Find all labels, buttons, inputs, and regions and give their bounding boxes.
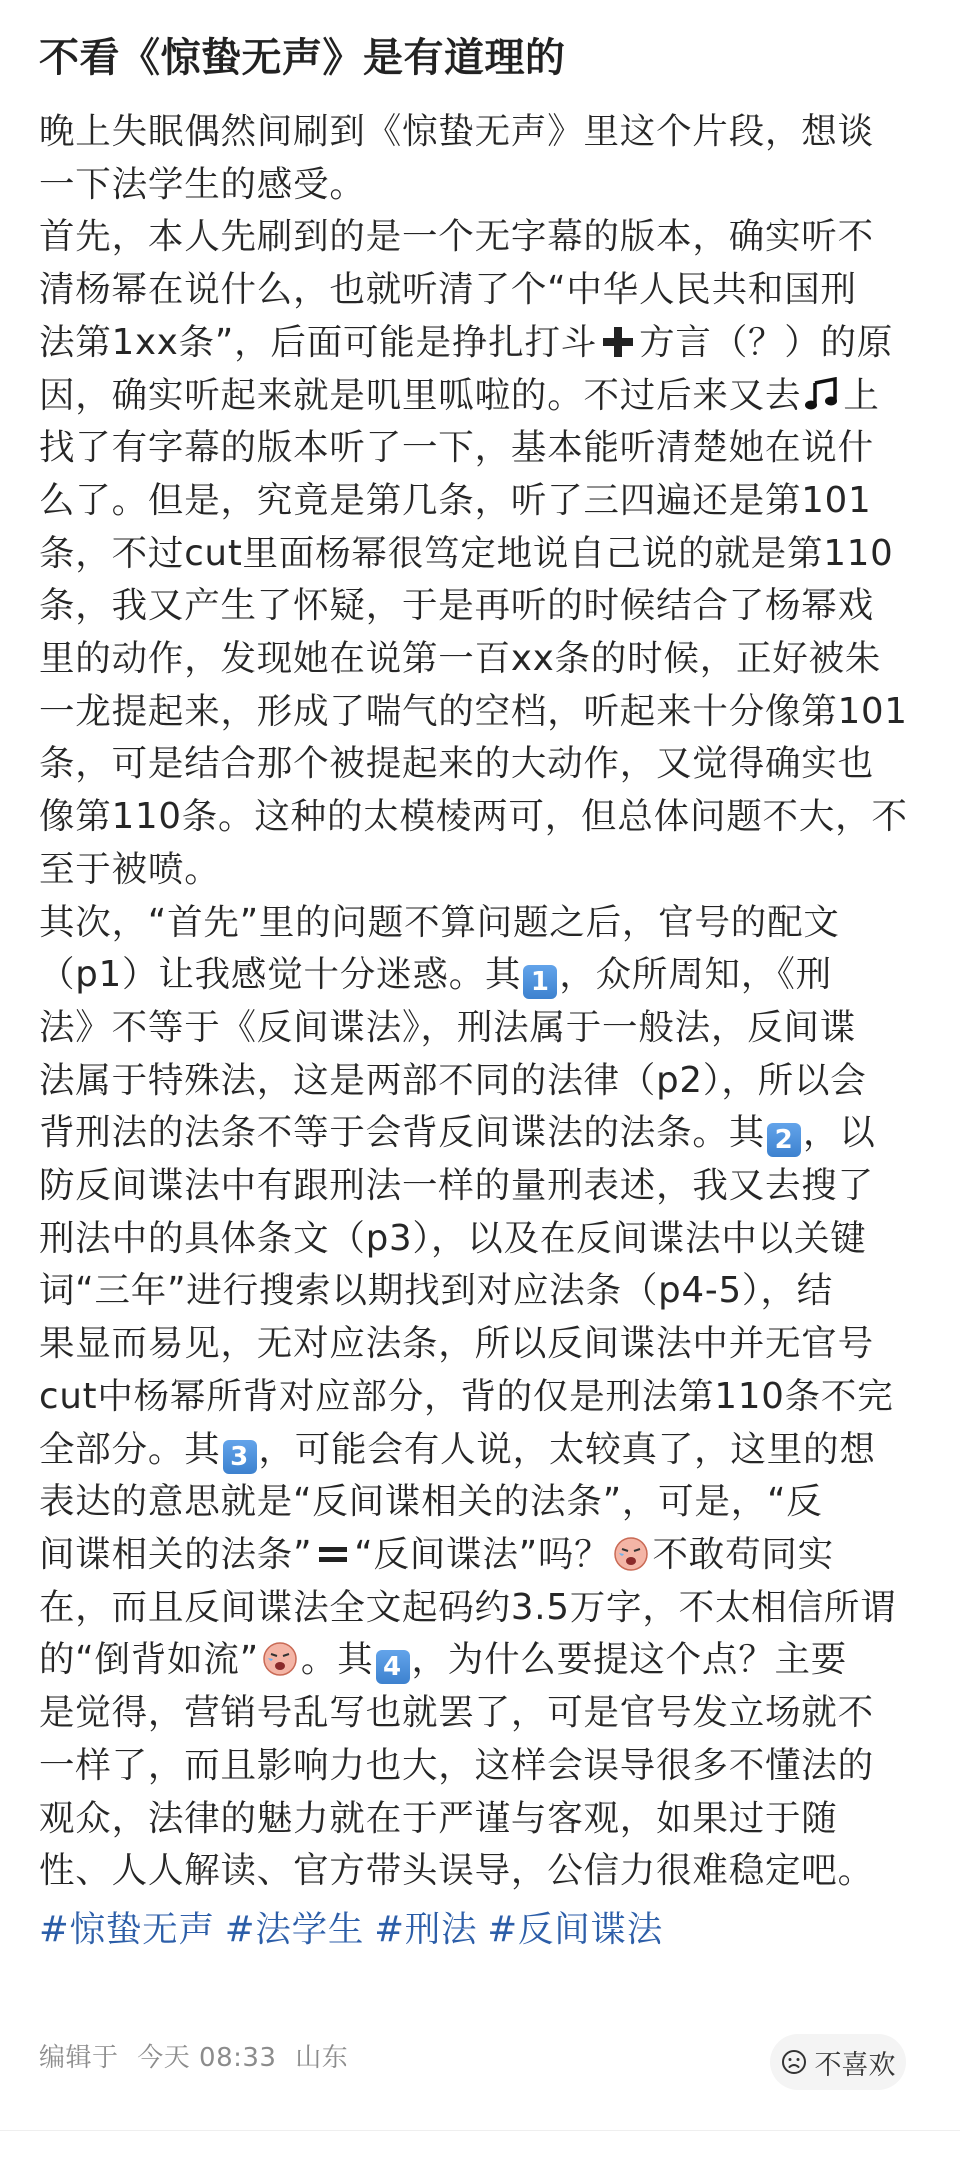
body-text: 的“倒背如流” (39, 1639, 259, 1681)
body-line (39, 844, 929, 897)
body-text: 全部分。其 (39, 1428, 221, 1470)
hashtag-link[interactable]: #惊蛰无声 (39, 1908, 215, 1950)
body-line (39, 1740, 929, 1793)
body-text: 首先，本人先刷到的是一个无字幕的版本，确实听不 (39, 216, 874, 258)
body-text: 观众，法律的魅力就在于严谨与客观，如果过于随 (39, 1797, 838, 1839)
body-line (39, 106, 929, 159)
body-line (39, 159, 929, 212)
body-line (39, 211, 929, 264)
body-text: 里的动作，发现她在说第一百xx条的时候，正好被朱 (39, 638, 882, 680)
body-line (39, 1265, 929, 1318)
body-line (39, 370, 929, 423)
body-line (39, 1213, 929, 1266)
body-line (39, 791, 929, 844)
body-line (39, 1529, 929, 1582)
body-line (39, 1476, 929, 1529)
body-text: 上 (843, 374, 880, 416)
sad-face-emoji-icon (612, 1535, 650, 1571)
body-line (39, 422, 929, 475)
body-line (39, 1055, 929, 1108)
body-text: 至于被喷。 (39, 848, 221, 890)
body-text: （p1）让我感觉十分迷惑。其 (39, 954, 522, 996)
body-text: 。其 (300, 1639, 374, 1681)
body-line (39, 1634, 929, 1687)
body-text: 其次，“首先”里的问题不算问题之后，官号的配文 (39, 901, 840, 943)
body-line (39, 1318, 929, 1371)
equals-icon (314, 1535, 352, 1571)
dislike-button[interactable] (770, 2034, 906, 2090)
keycap-number-2-icon: 2 (767, 1123, 801, 1157)
body-text: ，以 (803, 1112, 876, 1154)
body-line (39, 1424, 929, 1477)
hashtag-link[interactable]: #反间谍法 (487, 1908, 664, 1950)
body-text: 法第1xx条”，后面可能是挣扎打斗 (39, 321, 598, 363)
body-text: 背刑法的法条不等于会背反间谍法的法条。其 (39, 1112, 766, 1154)
body-text: cut中杨幂所背对应部分，背的仅是刑法第110条不完 (39, 1375, 894, 1417)
body-text: 一下法学生的感受。 (39, 163, 366, 205)
body-text: 条，我又产生了怀疑，于是再听的时候结合了杨幂戏 (39, 585, 874, 627)
body-line (39, 633, 929, 686)
body-text: 一龙提起来，形成了喘气的空档，听起来十分像第101 (39, 690, 908, 732)
keycap-number-4-icon: 4 (376, 1650, 410, 1684)
body-line (39, 1793, 929, 1846)
body-line (39, 949, 929, 1002)
body-text: 间谍相关的法条” (39, 1533, 313, 1575)
body-text: 不敢苟同实 (652, 1533, 834, 1575)
body-line (39, 686, 929, 739)
plus-icon (599, 323, 637, 359)
body-line (39, 1687, 929, 1740)
body-text: 一样了，而且影响力也大，这样会误导很多不懂法的 (39, 1744, 874, 1786)
body-text: 么了。但是，究竟是第几条，听了三四遍还是第101 (39, 479, 872, 521)
location: 山东 (295, 2043, 349, 2073)
body-line (39, 1582, 929, 1635)
body-text: 果显而易见，无对应法条，所以反间谍法中并无官号 (39, 1323, 874, 1365)
body-line (39, 528, 929, 581)
body-line (39, 897, 929, 950)
body-text: 法》不等于《反间谍法》，刑法属于一般法，反间谍 (39, 1006, 857, 1048)
body-text: ，众所周知，《刑 (559, 954, 832, 996)
body-line (39, 1160, 929, 1213)
keycap-number-3-icon: 3 (223, 1440, 257, 1474)
edited-label: 编辑于 (39, 2043, 119, 2073)
sad-face-emoji-icon (261, 1640, 299, 1676)
body-text: 条，不过cut里面杨幂很笃定地说自己说的就是第110 (39, 532, 894, 574)
divider (0, 2130, 960, 2131)
body-line (39, 317, 929, 370)
music-note-icon (803, 376, 841, 412)
body-text: 条，可是结合那个被提起来的大动作，又觉得确实也 (39, 743, 874, 785)
body-text: 晚上失眠偶然间刷到《惊蛰无声》里这个片段，想谈 (39, 111, 874, 152)
hashtag-link[interactable]: #刑法 (374, 1908, 478, 1950)
post (39, 18, 929, 1956)
hashtag-link[interactable]: #法学生 (224, 1908, 365, 1950)
body-line (39, 580, 929, 633)
hashtag-row (39, 1904, 929, 1956)
body-text: 刑法中的具体条文（p3），以及在反间谍法中以关键 (39, 1217, 867, 1259)
body-text: 清杨幂在说什么，也就听清了个“中华人民共和国刑 (39, 269, 857, 311)
body-text: 找了有字幕的版本听了一下，基本能听清楚她在说什 (39, 427, 874, 469)
body-text: ，为什么要提这个点？主要 (411, 1639, 848, 1681)
dislike-label: 不喜欢 (814, 2049, 896, 2081)
body-text: 性、人人解读、官方带头误导，公信力很难稳定吧。 (39, 1850, 874, 1892)
dislike-face-icon (781, 2049, 807, 2075)
body-text: 方言（？）的原 (639, 321, 894, 363)
body-text: 是觉得，营销号乱写也就罢了，可是官号发立场就不 (39, 1692, 874, 1734)
body-line (39, 475, 929, 528)
body-text: 表达的意思就是“反间谍相关的法条”，可是，“反 (39, 1481, 823, 1523)
body-text: 法属于特殊法，这是两部不同的法律（p2），所以会 (39, 1059, 867, 1101)
body-line (39, 1002, 929, 1055)
body-line (39, 1107, 929, 1160)
edit-time: 今天 08:33 (137, 2043, 277, 2073)
body-text: 因，确实听起来就是叽里呱啦的。不过后来又去 (39, 374, 802, 416)
body-line (39, 1845, 929, 1898)
body-text: ，可能会有人说，太较真了，这里的想 (258, 1428, 876, 1470)
body-line (39, 738, 929, 791)
post-body (39, 106, 929, 1898)
body-text: 在，而且反间谍法全文起码约3.5万字，不太相信所谓 (39, 1586, 897, 1628)
body-line (39, 264, 929, 317)
body-text: 防反间谍法中有跟刑法一样的量刑表述，我又去搜了 (39, 1165, 874, 1207)
post-title: 不看《惊蛰无声》是有道理的 (39, 35, 566, 81)
body-text: “反间谍法”吗？ (354, 1533, 611, 1575)
keycap-number-1-icon: 1 (523, 965, 557, 999)
body-line (39, 1371, 929, 1424)
body-text: 词“三年”进行搜索以期找到对应法条（p4-5），结 (39, 1270, 834, 1312)
post-meta (39, 2038, 358, 2078)
body-text: 像第110条。这种的太模棱两可，但总体问题不大，不 (39, 796, 908, 838)
